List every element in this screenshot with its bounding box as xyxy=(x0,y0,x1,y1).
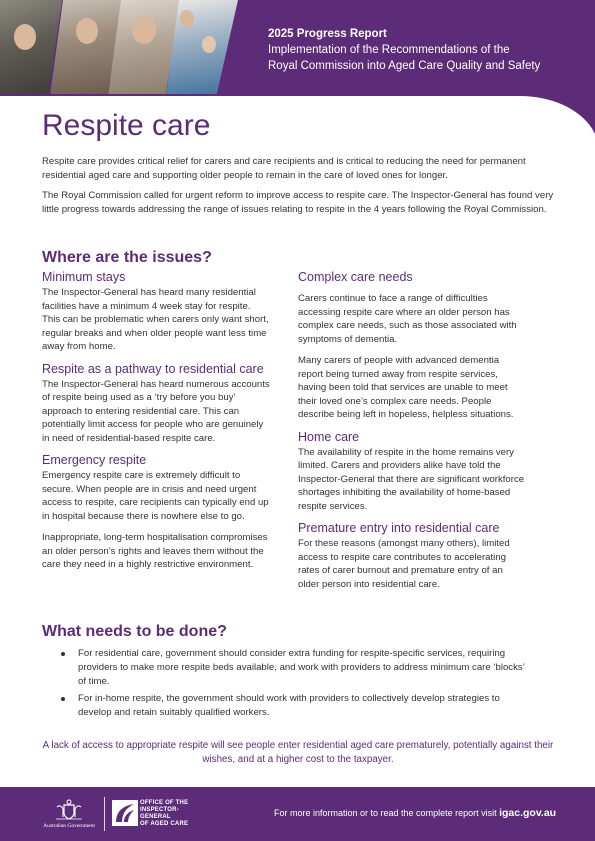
issue-heading: Minimum stays xyxy=(42,270,126,284)
issue-paragraph: The Inspector-General has heard many residential facilities have a minimum 4 week stay for respite. This can be problematic when carers only want short, regular breaks and when older people want less time away from home. xyxy=(42,287,269,352)
report-header-text xyxy=(268,26,540,74)
issue-block-premature-entry xyxy=(298,521,526,591)
intro-paragraph: Respite care provides critical relief for carers and care recipients and is critical to reducing the need for permanent residential aged care and supporting older people to remain in the care of loved ones for longer. xyxy=(42,156,526,181)
igac-name-line: OFFICE OF THE xyxy=(140,800,189,806)
igac-name xyxy=(140,800,188,828)
issue-heading: Complex care needs xyxy=(298,270,413,284)
igac-mark-icon xyxy=(112,800,138,826)
coat-of-arms-icon xyxy=(54,799,84,821)
header-photo-strip xyxy=(0,0,238,96)
footer-info-text: For more information or to read the complete report visit xyxy=(274,808,500,818)
footer-info xyxy=(274,807,556,820)
issue-heading: Respite as a pathway to residential care xyxy=(42,361,264,376)
government-label: Australian Government xyxy=(43,823,95,829)
issue-block-emergency xyxy=(42,453,270,572)
issue-paragraph: Emergency respite care is extremely difficult to secure. When people are in crisis and need urgent access to respite, care recipients can typically end up in hospital because there is nowhere else to go. xyxy=(42,470,269,522)
issue-block-minimum-stays xyxy=(42,270,270,354)
issue-heading: Premature entry into residential care xyxy=(298,521,500,535)
needs-list-item: For in-home respite, the government should work with providers to collectively develop strategies to develop and retain suitably qualified workers. xyxy=(58,692,528,720)
igac-name-line: GENERAL xyxy=(140,814,171,820)
issue-paragraph: The availability of respite in the home remains very limited. Carers and providers alike have told the Inspector-General that there are significant workforce shortages inhibiting the availability of home-based respite services. xyxy=(298,446,525,512)
callout-statement: A lack of access to appropriate respite will see people enter residential aged care prematurely, potentially against their wishes, and at a higher cost to the taxpayer. xyxy=(42,740,554,765)
issue-block-pathway xyxy=(42,362,270,446)
report-title: 2025 Progress Report xyxy=(268,28,387,40)
issue-paragraph: The Inspector-General has heard numerous accounts of respite being used as a ‘try before you buy’ approach to entering residential care. This can potentially limit access for people who are genuinely in need of residential-based respite care. xyxy=(42,378,270,444)
igac-name-line: INSPECTOR- xyxy=(140,807,179,813)
intro-paragraph: The Royal Commission called for urgent reform to improve access to respite care. The Inspector-General has found very little progress towards addressing the range of issues relating to respite in the 4 years following the Royal Commission. xyxy=(42,190,554,215)
issues-heading: Where are the issues? xyxy=(42,249,212,266)
igac-logo xyxy=(112,799,198,829)
report-subtitle-line-1: Implementation of the Recommendations of the xyxy=(268,44,510,56)
issue-heading: Home care xyxy=(298,429,360,444)
issue-heading: Emergency respite xyxy=(42,453,147,467)
header-band xyxy=(0,0,595,96)
issue-paragraph: Many carers of people with advanced dementia report being turned away from respite services, having been told that services are unable to meet their loved one’s complex care needs. People describe being left in hopeless, helpless situations. xyxy=(298,355,514,420)
igac-name-line: OF AGED CARE xyxy=(140,821,189,827)
report-subtitle-line-2: Royal Commission into Aged Care Quality and Safety xyxy=(268,60,541,72)
issue-block-complex-care xyxy=(298,270,526,422)
needs-heading: What needs to be done? xyxy=(42,623,227,640)
page-title: Respite care xyxy=(42,109,211,142)
issue-paragraph: Carers continue to face a range of difficulties accessing respite care where an older person has complex care needs, such as those associated with symptoms of dementia. xyxy=(298,293,517,345)
issue-paragraph: Inappropriate, long-term hospitalisation compromises an older person’s rights and leaves them without the care they need in a highly restrictive environment. xyxy=(42,532,268,570)
australian-government-logo xyxy=(34,799,104,829)
needs-list-item: For residential care, government should consider extra funding for respite-specific services, requiring providers to make more respite beds available, and work with providers to address minimum care ‘blocks’ of time. xyxy=(58,647,528,689)
right-column xyxy=(298,270,526,599)
intro xyxy=(42,155,554,223)
needs-list xyxy=(58,647,528,723)
left-column xyxy=(42,270,270,580)
website-link[interactable]: igac.gov.au xyxy=(499,807,557,819)
footer-divider xyxy=(104,797,105,831)
footer xyxy=(0,787,595,841)
issue-paragraph: For these reasons (amongst many others), limited access to respite care contributes to accelerating rates of carer burnout and premature entry of an older person into residential care. xyxy=(298,538,510,590)
issue-block-home-care xyxy=(298,430,526,514)
